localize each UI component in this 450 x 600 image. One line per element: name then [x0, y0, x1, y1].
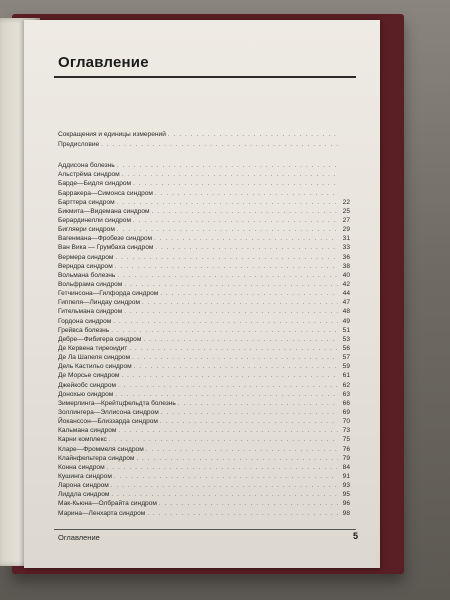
toc-entry [58, 189, 350, 198]
toc-dot-leader [122, 171, 338, 180]
page-number: 5 [352, 531, 358, 541]
toc-entry-title: Грейвса болезнь [58, 326, 110, 334]
toc-entry [58, 140, 350, 150]
toc-dot-leader [111, 327, 338, 336]
toc-entry [58, 335, 350, 344]
toc-dot-leader [115, 254, 338, 263]
toc-entry-title: Кушинга синдром [58, 472, 112, 480]
toc-entry [58, 417, 350, 426]
toc-entry-page: 31 [342, 235, 350, 243]
toc-dot-leader [111, 482, 338, 491]
toc-entry [58, 170, 350, 179]
toc-entry [58, 216, 350, 225]
toc-entry-title: Гительмана синдром [58, 308, 123, 316]
toc-dot-leader [155, 190, 338, 199]
toc-entry-title: Вермера синдром [58, 253, 114, 261]
toc-entry [58, 371, 350, 380]
toc-entry-page: 36 [342, 253, 350, 261]
toc-entry [58, 298, 350, 307]
toc-dot-leader [147, 510, 338, 519]
toc-entry-page: 70 [342, 418, 350, 426]
toc-entry-page: 91 [342, 472, 350, 480]
toc-entry-title: Берардинелли синдром [58, 217, 132, 225]
toc-entry [58, 307, 350, 316]
toc-dot-leader [133, 217, 338, 226]
toc-entry [58, 161, 350, 170]
toc-entry [58, 390, 350, 399]
toc-entry [58, 198, 350, 207]
footer-divider [54, 529, 356, 530]
toc-entry-page: 75 [342, 436, 350, 444]
toc-dot-leader [168, 131, 338, 141]
toc-entry-page: 79 [342, 454, 350, 462]
toc-entry-page: 56 [342, 345, 350, 352]
toc-entry-title: Бикмита—Видемана синдром [58, 207, 150, 215]
toc-entry [58, 490, 350, 499]
toc-entry-page: 42 [342, 281, 350, 289]
toc-entry-title: Аддисона болезнь [58, 162, 115, 170]
book-page [24, 20, 380, 568]
toc-entry-title: Де Ла Шапеля синдром [58, 354, 131, 362]
toc-entry-title: Клайнфельтера синдром [58, 454, 135, 462]
toc-entry-title: Бигляери синдром [58, 226, 115, 234]
toc-entry-page: 63 [342, 390, 350, 398]
toc-entry [58, 435, 350, 444]
toc-dot-leader [117, 199, 338, 208]
toc-entry-page: 44 [342, 290, 350, 298]
toc-dot-leader [124, 308, 338, 317]
toc-dot-leader [146, 446, 338, 455]
toc-dot-leader [117, 162, 338, 171]
toc-dot-leader [117, 272, 338, 281]
toc-entry-title: Зимерлинга—Крейтцфельдта болезнь [58, 399, 176, 407]
toc-entry-page: 51 [342, 326, 350, 334]
toc-entry-page: 69 [342, 408, 350, 416]
toc-entry [58, 179, 350, 188]
toc-dot-leader [113, 318, 338, 327]
toc-entry-title: Барракера—Симонса синдром [58, 189, 153, 197]
toc-entry-page: 47 [342, 299, 350, 307]
toc-entry-title: Кальмана синдром [58, 427, 117, 435]
toc-entry [58, 289, 350, 298]
toc-entry-page: 61 [342, 372, 350, 380]
toc-dot-leader [118, 382, 338, 391]
toc-entry-title: Де Морсье синдром [58, 372, 120, 380]
toc-entry-title: Гордона синдром [58, 317, 112, 325]
toc-entry-title: Дебре—Фибигера синдром [58, 335, 142, 343]
toc-dot-leader [142, 299, 338, 308]
toc-entry-title: Барде—Бидля синдром [58, 180, 132, 188]
toc-entry [58, 463, 350, 472]
toc-entry [58, 408, 350, 417]
toc-entry-title: Вагенмана—Фробезе синдром [58, 235, 153, 243]
toc-entry-page: 62 [342, 381, 350, 389]
toc-entry-page: 33 [342, 244, 350, 252]
toc-entry [58, 426, 350, 435]
toc-entry-title: Де Кервена тиреоидит [58, 345, 128, 352]
toc-entry-title: Гиппеля—Линдау синдром [58, 299, 141, 307]
toc-entry-page: 76 [342, 445, 350, 453]
toc-entry-page: 25 [342, 207, 350, 215]
toc-dot-leader [155, 244, 338, 253]
toc-entry-page: 59 [342, 363, 350, 371]
toc-dot-leader [129, 345, 338, 354]
toc-entry-title: Верндра синдром [58, 262, 113, 270]
toc-dot-leader [134, 363, 338, 372]
toc-entry [58, 353, 350, 362]
toc-entry-title: Вольфрама синдром [58, 281, 123, 289]
toc-entry-title: Кларе—Фроммеля синдром [58, 445, 144, 453]
toc-dot-leader [154, 235, 338, 244]
toc-dot-leader [160, 290, 338, 299]
toc-entry [58, 381, 350, 390]
toc-entry-page: 48 [342, 308, 350, 316]
toc-entry-title: Золлингера—Эллисона синдром [58, 408, 159, 416]
toc-entry-title: Альстрёма синдром [58, 171, 120, 179]
toc-entry-title: Конна синдром [58, 463, 105, 471]
toc-entry-page: 38 [342, 262, 350, 270]
toc-dot-leader [107, 464, 338, 473]
toc-entry-page: 98 [342, 509, 350, 517]
toc-entry-page: 57 [342, 354, 350, 362]
toc-entry-page: 49 [342, 317, 350, 325]
toc-entry [58, 362, 350, 371]
toc-entry [58, 271, 350, 280]
toc-gap [58, 149, 350, 161]
toc-entry-title: Сокращения и единицы измерений [58, 131, 166, 138]
toc-entry-page: 73 [342, 427, 350, 435]
toc-dot-leader [178, 400, 338, 409]
toc-entry-title: Марина—Ленхарта синдром [58, 509, 146, 517]
toc-entry-title: Лиддла синдром [58, 491, 110, 499]
toc-dot-leader [136, 455, 338, 464]
toc-entry-page: 53 [342, 335, 350, 343]
toc-entry-page: 95 [342, 491, 350, 499]
toc-dot-leader [132, 354, 338, 363]
toc-entry [58, 130, 350, 140]
footer-label: Оглавление [58, 533, 100, 542]
toc-entry-page: 22 [342, 198, 350, 206]
toc-entry-title: Гетчинсона—Гилфорда синдром [58, 290, 159, 298]
toc-entry [58, 234, 350, 243]
toc-entry [58, 499, 350, 508]
toc-dot-leader [114, 473, 338, 482]
toc-entry-page: 27 [342, 217, 350, 225]
toc-dot-leader [160, 418, 338, 427]
toc-dot-leader [118, 427, 338, 436]
toc-entry [58, 509, 350, 518]
toc-entry-title: Йоканссон—Близзарда синдром [58, 418, 158, 426]
page-title: Оглавление [58, 54, 149, 71]
toc-entry-title: Предисловие [58, 140, 100, 148]
toc-entry-title: Джейкобс синдром [58, 381, 117, 389]
toc-entry [58, 243, 350, 252]
toc-entry-title: Барттера синдром [58, 198, 115, 206]
toc-dot-leader [143, 336, 338, 345]
toc-entry-page: 96 [342, 500, 350, 508]
toc-dot-leader [133, 180, 338, 189]
toc-entry-page: 93 [342, 482, 350, 490]
toc-dot-leader [161, 409, 338, 418]
toc-entry [58, 253, 350, 262]
toc-entry-title: Вольмана болезнь [58, 271, 116, 279]
toc-entry-title: Ларона синдром [58, 482, 109, 490]
toc-entry-title: Мак-Кьюна—Олбрайта синдром [58, 500, 157, 508]
toc-entry [58, 399, 350, 408]
toc-entry [58, 445, 350, 454]
toc-entry-title: Ван Вика — Грумбаха синдром [58, 244, 154, 252]
toc-entry [58, 280, 350, 289]
toc-entry-title: Дель Кастильо синдром [58, 363, 132, 371]
toc-entry [58, 207, 350, 216]
toc-entry [58, 344, 350, 353]
toc-entry [58, 317, 350, 326]
toc-entry [58, 262, 350, 271]
toc-entry-page: 40 [342, 271, 350, 279]
toc-dot-leader [152, 208, 338, 217]
toc-entry-page: 29 [342, 226, 350, 234]
toc-entry [58, 326, 350, 335]
toc-dot-leader [115, 263, 338, 272]
toc-entry [58, 472, 350, 481]
toc-entry-page: 66 [342, 399, 350, 407]
title-divider [54, 76, 356, 78]
toc-dot-leader [101, 141, 338, 151]
toc-dot-leader [121, 372, 338, 381]
toc-entry-title: Карни комплекс [58, 436, 107, 444]
toc-entry [58, 481, 350, 490]
toc-entry-title: Донохью синдром [58, 390, 114, 398]
toc-entry [58, 225, 350, 234]
toc-entry [58, 454, 350, 463]
toc-entry-page: 84 [342, 463, 350, 471]
toc-dot-leader [159, 500, 338, 509]
table-of-contents [58, 130, 350, 518]
